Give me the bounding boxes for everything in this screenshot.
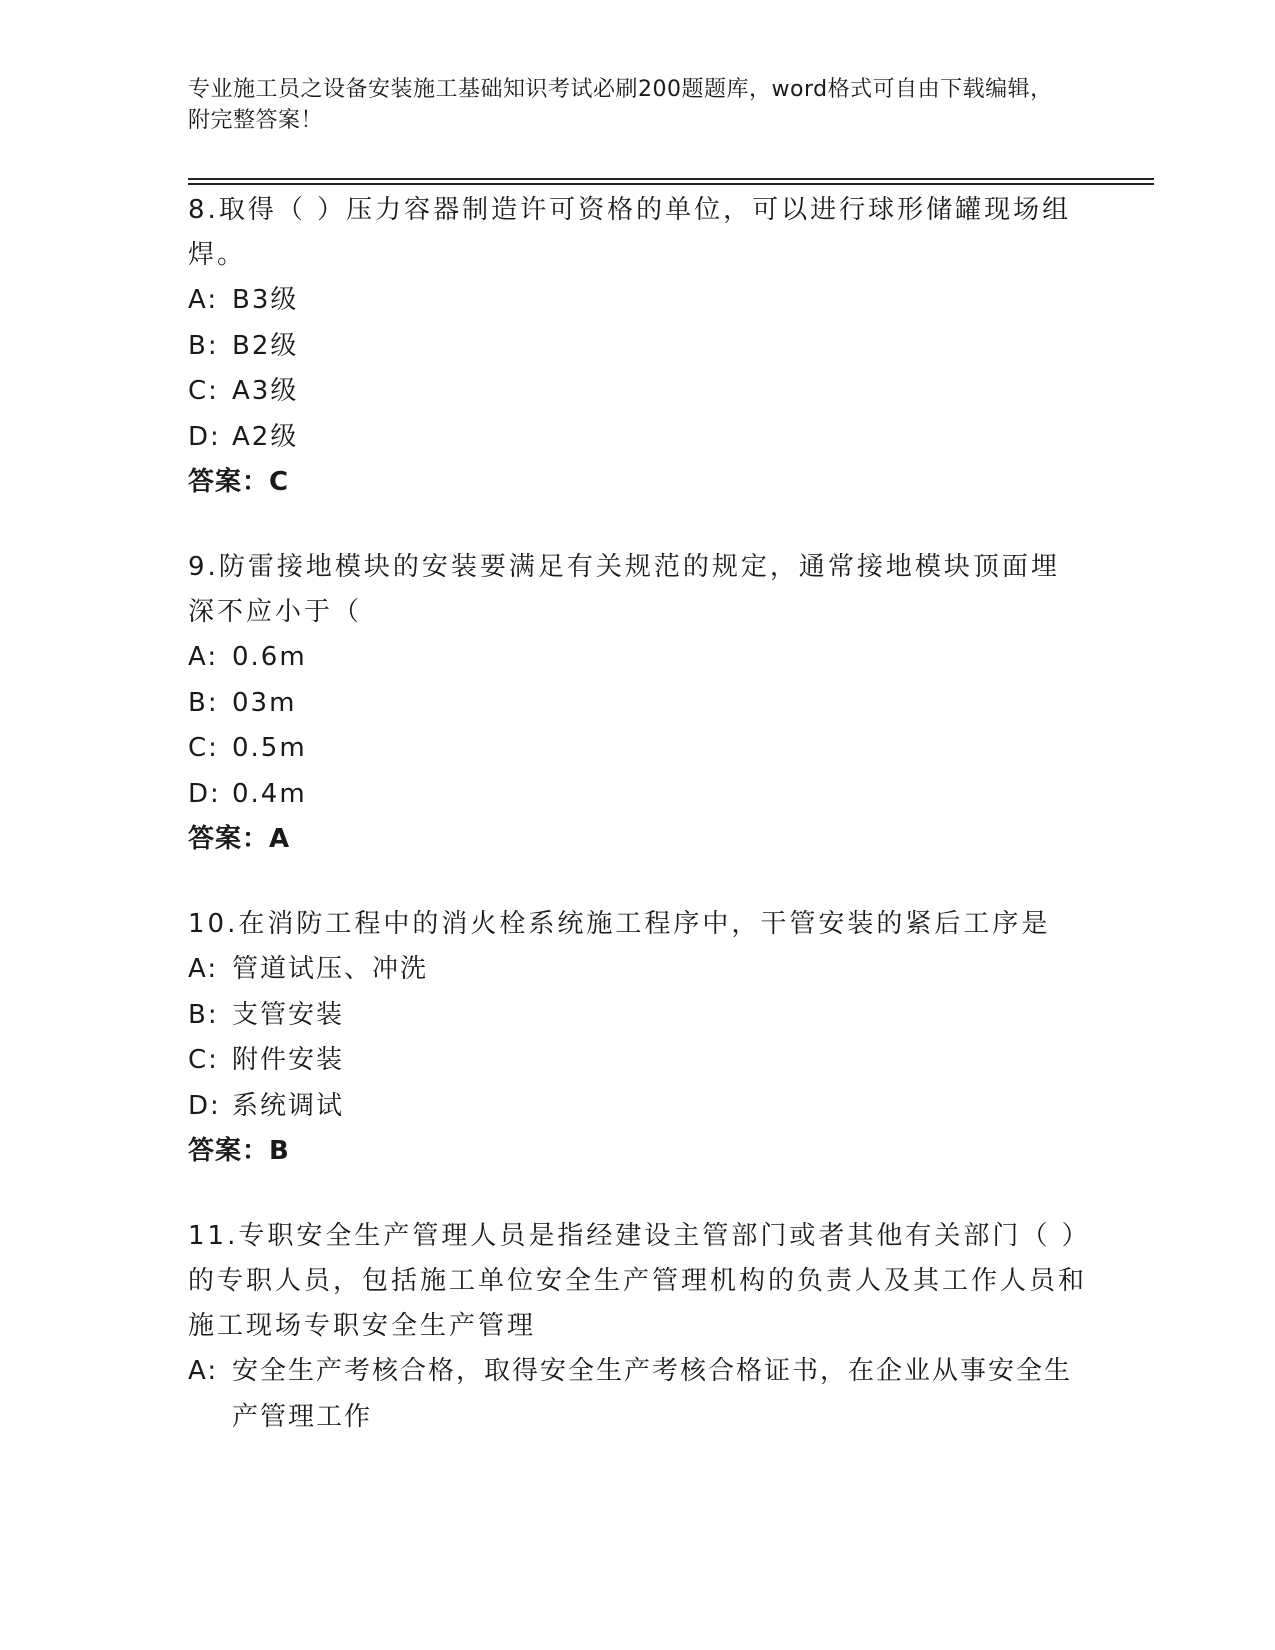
- answer-line: [188, 1129, 1088, 1174]
- option-text: 0.5m: [232, 733, 307, 763]
- answer-line: [188, 460, 1088, 505]
- question-number: 10.: [188, 909, 239, 939]
- option-label: B:: [188, 687, 219, 718]
- option-label: B:: [188, 999, 219, 1030]
- question-9: [188, 545, 1088, 862]
- option-label: A:: [188, 642, 219, 672]
- document-header: 专业施工员之设备安装施工基础知识考试必刷200题题库，word格式可自由下载编辑，附完整答案！: [188, 77, 1053, 133]
- option-d: [188, 415, 1088, 461]
- option-text: 附件安装: [232, 1045, 345, 1075]
- answer-value: C: [269, 467, 290, 497]
- option-a: [188, 635, 1088, 681]
- option-text: 0.6m: [232, 642, 307, 672]
- option-label: C:: [188, 376, 219, 406]
- option-text: A3级: [232, 376, 299, 406]
- question-text: [188, 1214, 1088, 1349]
- option-label: B:: [188, 330, 219, 361]
- question-number: 8.: [188, 195, 219, 225]
- option-label: D:: [188, 778, 221, 809]
- header-divider-bottom: [188, 183, 1154, 185]
- question-list: [188, 188, 1088, 1480]
- option-text: 安全生产考核合格，取得安全生产考核合格证书，在企业从事安全生产管理工作: [232, 1356, 1073, 1432]
- option-text: 0.4m: [232, 778, 307, 809]
- question-number: 11.: [188, 1221, 239, 1251]
- option-b: [188, 993, 1088, 1039]
- option-text: B3级: [232, 285, 299, 315]
- question-text: [188, 188, 1088, 278]
- question-number: 9.: [188, 552, 219, 582]
- option-text: 支管安装: [232, 999, 345, 1030]
- header-divider-top: [188, 178, 1154, 180]
- option-label: C:: [188, 733, 219, 763]
- option-text: A2级: [232, 421, 299, 452]
- option-label: A:: [188, 954, 219, 984]
- option-b: [188, 324, 1088, 370]
- question-10: [188, 902, 1088, 1174]
- option-text: 03m: [232, 687, 297, 718]
- answer-value: B: [269, 1136, 290, 1166]
- option-label: C:: [188, 1045, 219, 1075]
- question-body: 取得（ ）压力容器制造许可资格的单位，可以进行球形储罐现场组焊。: [188, 195, 1072, 270]
- option-text: 管道试压、冲洗: [232, 954, 429, 984]
- option-d: [188, 1084, 1088, 1130]
- option-b: [188, 681, 1088, 727]
- answer-label: 答案：: [188, 824, 270, 854]
- option-a: [188, 1349, 1088, 1440]
- option-text: 系统调试: [232, 1090, 345, 1121]
- option-label: A:: [188, 285, 219, 315]
- answer-label: 答案：: [188, 467, 270, 497]
- option-c: [188, 726, 1088, 772]
- option-c: [188, 1038, 1088, 1084]
- question-8: [188, 188, 1088, 505]
- answer-label: 答案：: [188, 1136, 270, 1166]
- question-text: [188, 545, 1088, 635]
- option-label: D:: [188, 1090, 221, 1121]
- question-11: [188, 1214, 1088, 1440]
- option-label: A:: [188, 1356, 219, 1386]
- option-c: [188, 369, 1088, 415]
- question-text: [188, 902, 1088, 947]
- answer-value: A: [269, 824, 291, 854]
- option-a: [188, 278, 1088, 324]
- option-text: B2级: [232, 330, 299, 361]
- question-body: 在消防工程中的消火栓系统施工程序中，干管安装的紧后工序是: [238, 909, 1051, 939]
- answer-line: [188, 817, 1088, 862]
- question-body: 防雷接地模块的安装要满足有关规范的规定，通常接地模块顶面埋深不应小于（: [188, 552, 1060, 627]
- question-body: 专职安全生产管理人员是指经建设主管部门或者其他有关部门（ ）的专职人员，包括施工单位安全生产管理机构的负责人及其工作人员和施工现场专职安全生产管理: [188, 1221, 1088, 1341]
- option-a: [188, 947, 1088, 993]
- option-label: D:: [188, 421, 221, 452]
- option-d: [188, 772, 1088, 818]
